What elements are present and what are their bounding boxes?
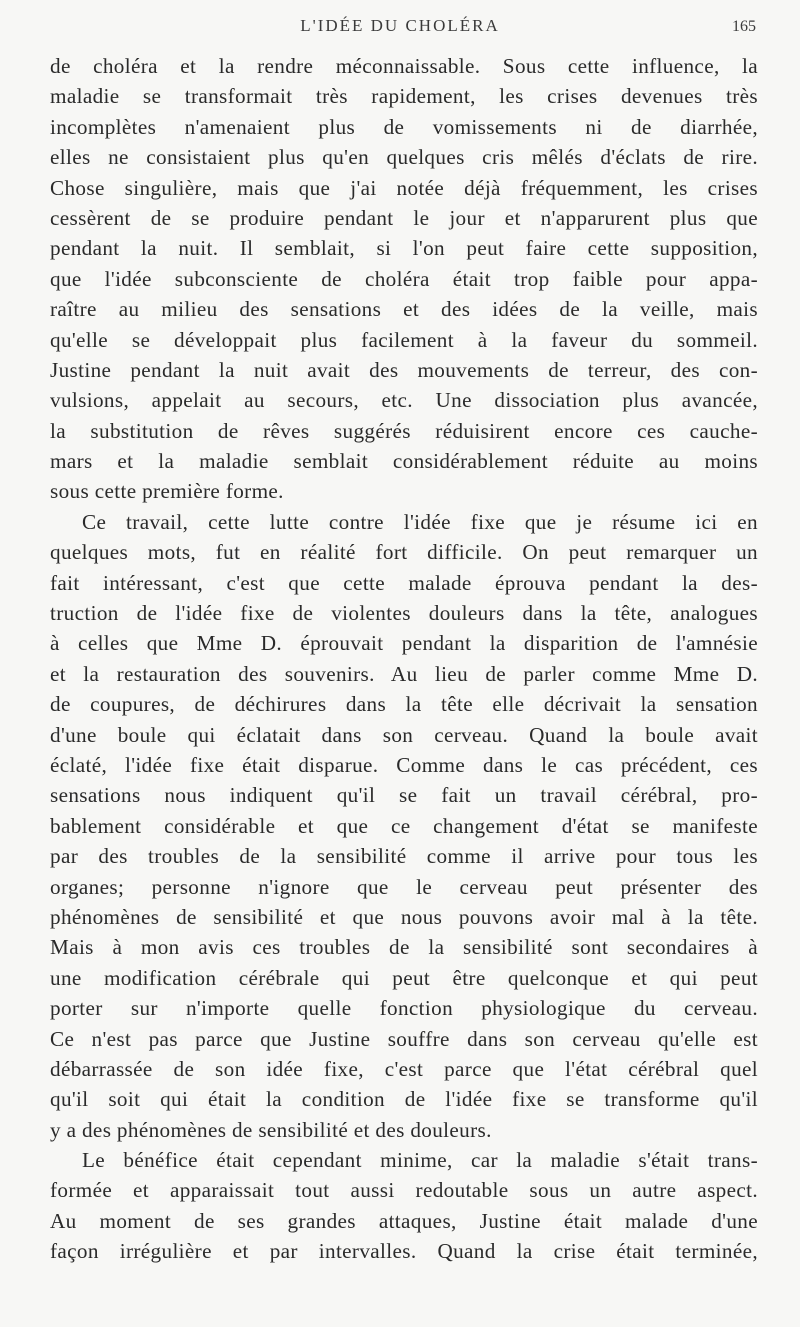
text-line: phénomènes de sensibilité et que nous pouvons avoir mal à la tête.	[50, 904, 758, 929]
text-line: façon irrégulière et par intervalles. Quand la crise était terminée,	[50, 1239, 758, 1264]
text-line: de choléra et la rendre méconnaissable. Sous cette influence, la	[50, 54, 758, 78]
text-line: Chose singulière, mais que j'ai notée déjà fréquemment, les crises	[50, 175, 758, 200]
text-line: Ce travail, cette lutte contre l'idée fixe que je résume ici en	[82, 509, 758, 534]
text-line: pendant la nuit. Il semblait, si l'on peut faire cette supposition,	[50, 236, 758, 261]
text-line: fait intéressant, c'est que cette malade éprouva pendant la des-	[50, 570, 758, 595]
body-text	[50, 51, 758, 1267]
text-line: par des troubles de la sensibilité comme il arrive pour tous les	[50, 844, 758, 869]
text-line: et la restauration des souvenirs. Au lieu de parler comme Mme D.	[50, 661, 758, 686]
text-line: une modification cérébrale qui peut être quelconque et qui peut	[50, 965, 758, 990]
text-line: d'une boule qui éclatait dans son cerveau. Quand la boule avait	[50, 722, 758, 747]
text-line: éclaté, l'idée fixe était disparue. Comme dans le cas précédent, ces	[50, 752, 758, 777]
page-number: 165	[732, 18, 756, 35]
text-line: sous cette première forme.	[50, 479, 284, 504]
text-line: Au moment de ses grandes attaques, Justine était malade d'une	[50, 1208, 758, 1233]
text-line: Le bénéfice était cependant minime, car la maladie s'était trans-	[82, 1148, 758, 1173]
text-line: Justine pendant la nuit avait des mouvements de terreur, des con-	[50, 357, 758, 382]
text-line: incomplètes n'amenaient plus de vomissements ni de diarrhée,	[50, 114, 758, 139]
text-line: raître au milieu des sensations et des idées de la veille, mais	[50, 297, 758, 322]
running-title: L'IDÉE DU CHOLÉRA	[300, 16, 500, 35]
text-line: elles ne consistaient plus qu'en quelques cris mêlés d'éclats de rire.	[50, 145, 758, 170]
text-line: mars et la maladie semblait considérablement réduite au moins	[50, 449, 758, 474]
text-line: la substitution de rêves suggérés réduisirent encore ces cauche-	[50, 418, 758, 443]
text-line: vulsions, appelait au secours, etc. Une dissociation plus avancée,	[50, 388, 758, 413]
text-line: qu'il soit qui était la condition de l'idée fixe se transforme qu'il	[50, 1087, 758, 1112]
text-line: sensations nous indiquent qu'il se fait un travail cérébral, pro-	[50, 783, 758, 808]
text-line: bablement considérable et que ce changement d'état se manifeste	[50, 813, 758, 838]
text-line: truction de l'idée fixe de violentes douleurs dans la tête, analogues	[50, 601, 758, 626]
text-line: à celles que Mme D. éprouvait pendant la disparition de l'amnésie	[50, 631, 758, 656]
text-line: que l'idée subconsciente de choléra était trop faible pour appa-	[50, 266, 758, 291]
text-line: de coupures, de déchirures dans la tête elle décrivait la sensation	[50, 692, 758, 717]
text-line: maladie se transformait très rapidement, les crises devenues très	[50, 84, 758, 109]
text-line: organes; personne n'ignore que le cerveau peut présenter des	[50, 874, 758, 899]
text-line: débarrassée de son idée fixe, c'est parce que l'état cérébral quel	[50, 1056, 758, 1081]
page-header	[0, 14, 800, 44]
text-line: quelques mots, fut en réalité fort difficile. On peut remarquer un	[50, 540, 758, 565]
text-line: porter sur n'importe quelle fonction physiologique du cerveau.	[50, 996, 758, 1021]
text-line: Ce n'est pas parce que Justine souffre dans son cerveau qu'elle est	[50, 1026, 758, 1051]
text-line: Mais à mon avis ces troubles de la sensibilité sont secondaires à	[50, 935, 758, 960]
text-line: qu'elle se développait plus facilement à la faveur du sommeil.	[50, 327, 758, 352]
text-line: y a des phénomènes de sensibilité et des douleurs.	[50, 1117, 492, 1142]
text-line: formée et apparaissait tout aussi redoutable sous un autre aspect.	[50, 1178, 758, 1203]
text-line: cessèrent de se produire pendant le jour et n'apparurent plus que	[50, 205, 758, 230]
